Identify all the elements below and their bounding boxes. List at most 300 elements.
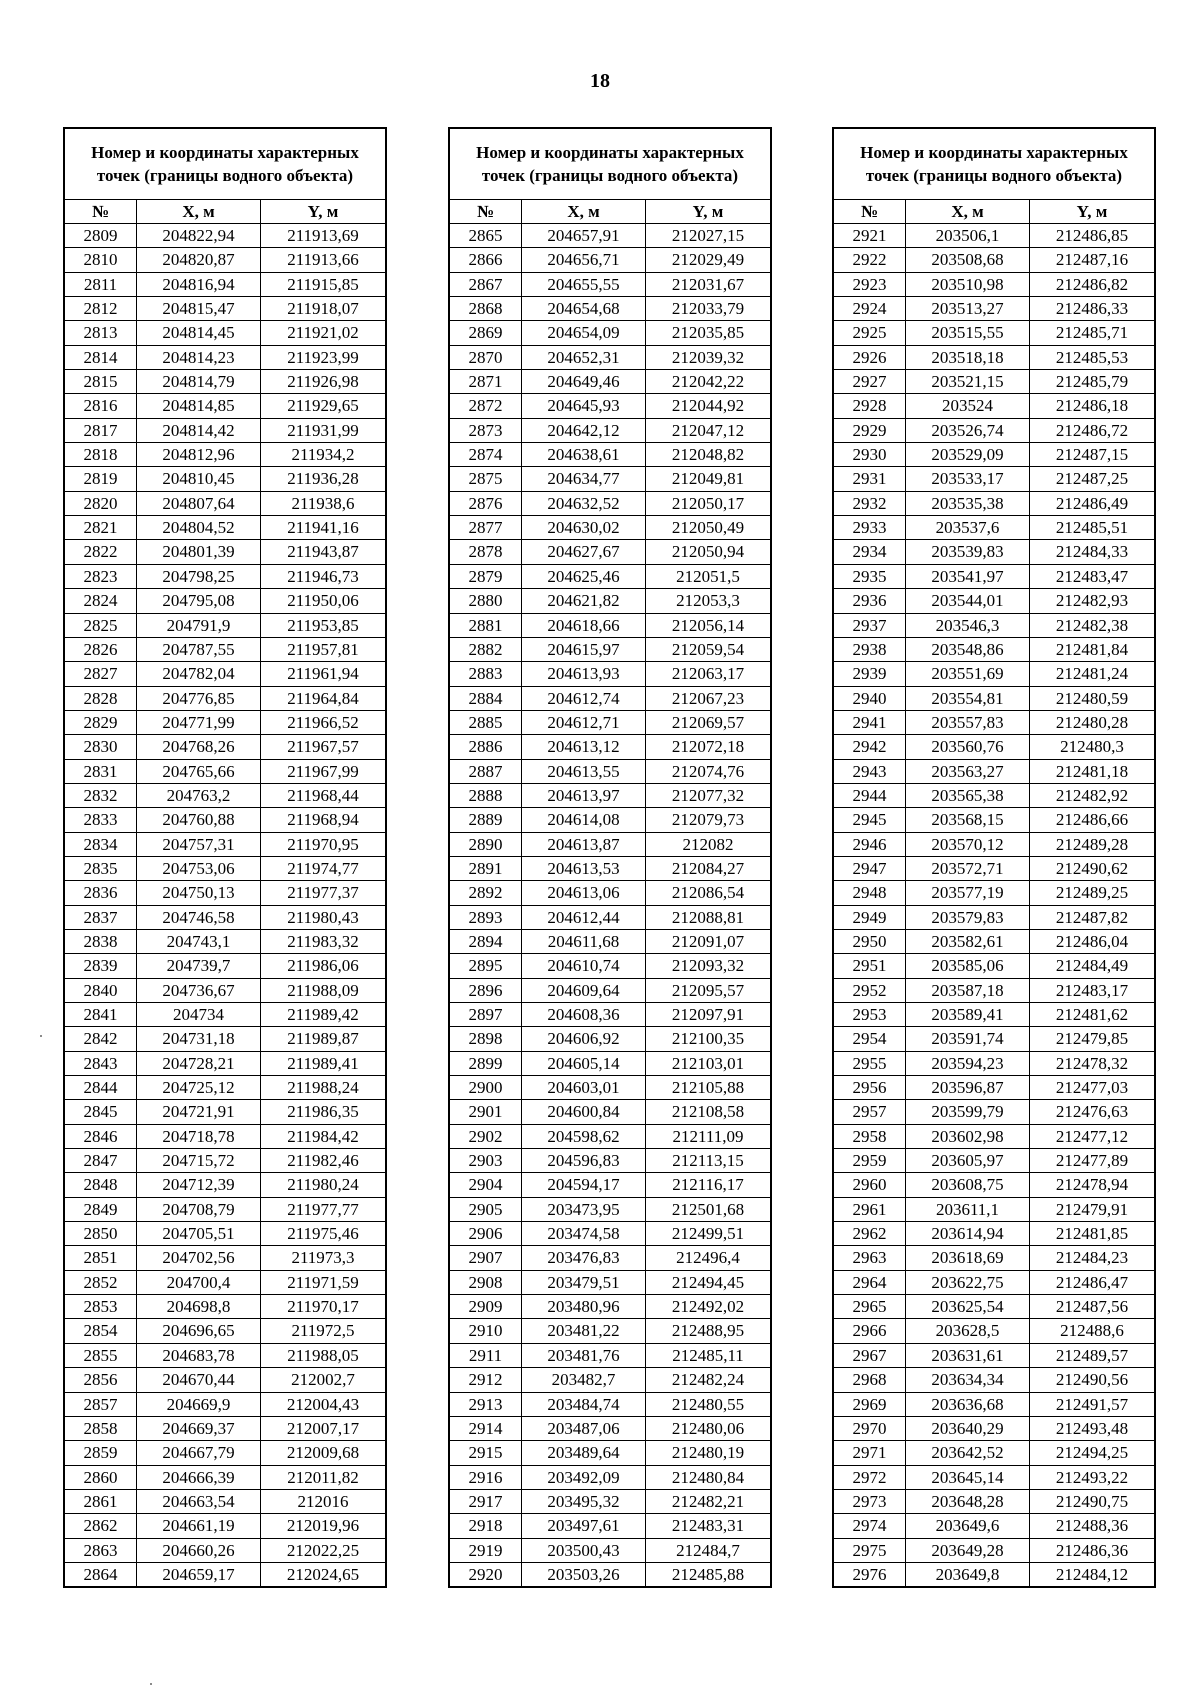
cell-x: 204613,87	[522, 832, 646, 856]
cell-y: 212007,17	[261, 1416, 387, 1440]
table-row	[64, 540, 386, 564]
cell-number: 2893	[449, 905, 522, 929]
cell-x: 204600,84	[522, 1100, 646, 1124]
cell-number: 2819	[64, 467, 137, 491]
cell-x: 204750,13	[137, 881, 261, 905]
table-row	[833, 881, 1155, 905]
cell-x: 204638,61	[522, 443, 646, 467]
table-body	[833, 224, 1155, 1588]
cell-y: 211936,28	[261, 467, 387, 491]
cell-y: 212486,36	[1030, 1538, 1156, 1562]
table-row	[64, 929, 386, 953]
table-row	[64, 1319, 386, 1343]
table-row	[833, 1392, 1155, 1416]
cell-y: 212486,18	[1030, 394, 1156, 418]
cell-y: 212029,49	[646, 248, 772, 272]
cell-number: 2843	[64, 1051, 137, 1075]
table-row	[449, 394, 771, 418]
cell-number: 2948	[833, 881, 906, 905]
cell-number: 2863	[64, 1538, 137, 1562]
cell-x: 204615,97	[522, 637, 646, 661]
cell-x: 204698,8	[137, 1295, 261, 1319]
table-row	[64, 759, 386, 783]
cell-y: 211970,95	[261, 832, 387, 856]
cell-x: 204659,17	[137, 1562, 261, 1587]
cell-y: 212100,35	[646, 1027, 772, 1051]
cell-x: 204795,08	[137, 589, 261, 613]
cell-number: 2859	[64, 1441, 137, 1465]
cell-x: 204815,47	[137, 297, 261, 321]
table-row	[833, 1124, 1155, 1148]
cell-x: 204814,23	[137, 345, 261, 369]
cell-y: 212082	[646, 832, 772, 856]
table-row	[64, 248, 386, 272]
cell-x: 204721,91	[137, 1100, 261, 1124]
cell-number: 2875	[449, 467, 522, 491]
cell-number: 2921	[833, 224, 906, 248]
cell-x: 204702,56	[137, 1246, 261, 1270]
cell-x: 203614,94	[906, 1222, 1030, 1246]
cell-number: 2885	[449, 710, 522, 734]
table-row	[833, 1222, 1155, 1246]
table-row	[833, 394, 1155, 418]
table-row	[449, 1538, 771, 1562]
cell-x: 203529,09	[906, 443, 1030, 467]
cell-y: 212084,27	[646, 856, 772, 880]
cell-y: 212482,92	[1030, 783, 1156, 807]
cell-number: 2857	[64, 1392, 137, 1416]
cell-x: 204605,14	[522, 1051, 646, 1075]
cell-y: 211988,05	[261, 1343, 387, 1367]
table-row	[449, 1368, 771, 1392]
table-row	[64, 978, 386, 1002]
cell-x: 204594,17	[522, 1173, 646, 1197]
cell-number: 2895	[449, 954, 522, 978]
cell-y: 212093,32	[646, 954, 772, 978]
cell-y: 212480,19	[646, 1441, 772, 1465]
cell-x: 203489,64	[522, 1441, 646, 1465]
table-row	[449, 516, 771, 540]
cell-y: 212004,43	[261, 1392, 387, 1416]
cell-x: 204696,65	[137, 1319, 261, 1343]
table-row	[833, 929, 1155, 953]
cell-y: 212079,73	[646, 808, 772, 832]
cell-x: 203515,55	[906, 321, 1030, 345]
cell-x: 203484,74	[522, 1392, 646, 1416]
cell-number: 2953	[833, 1003, 906, 1027]
table-row	[449, 686, 771, 710]
cell-x: 204630,02	[522, 516, 646, 540]
cell-y: 212478,32	[1030, 1051, 1156, 1075]
cell-x: 203599,79	[906, 1100, 1030, 1124]
table-row	[449, 710, 771, 734]
table-row	[64, 905, 386, 929]
cell-y: 211983,32	[261, 929, 387, 953]
cell-y: 212481,85	[1030, 1222, 1156, 1246]
cell-x: 204610,74	[522, 954, 646, 978]
cell-number: 2852	[64, 1270, 137, 1294]
cell-x: 203577,19	[906, 881, 1030, 905]
table-row	[64, 662, 386, 686]
cell-y: 211980,43	[261, 905, 387, 929]
cell-number: 2849	[64, 1197, 137, 1221]
cell-number: 2915	[449, 1441, 522, 1465]
cell-y: 212486,47	[1030, 1270, 1156, 1294]
table-row	[833, 1197, 1155, 1221]
table-row	[449, 248, 771, 272]
cell-x: 203645,14	[906, 1465, 1030, 1489]
cell-y: 211915,85	[261, 272, 387, 296]
cell-number: 2896	[449, 978, 522, 1002]
table-row	[833, 564, 1155, 588]
cell-number: 2886	[449, 735, 522, 759]
coordinates-table-3	[832, 127, 1156, 1588]
cell-y: 211984,42	[261, 1124, 387, 1148]
cell-x: 204816,94	[137, 272, 261, 296]
table-row	[64, 856, 386, 880]
cell-x: 203508,68	[906, 248, 1030, 272]
coordinates-table-2	[448, 127, 772, 1588]
cell-y: 211973,3	[261, 1246, 387, 1270]
table-row	[833, 248, 1155, 272]
cell-x: 204718,78	[137, 1124, 261, 1148]
table-row	[449, 418, 771, 442]
cell-y: 212069,57	[646, 710, 772, 734]
cell-x: 204670,44	[137, 1368, 261, 1392]
cell-y: 211966,52	[261, 710, 387, 734]
cell-x: 203582,61	[906, 929, 1030, 953]
table-row	[833, 516, 1155, 540]
cell-x: 203605,97	[906, 1149, 1030, 1173]
table-row	[833, 589, 1155, 613]
cell-y: 211988,24	[261, 1076, 387, 1100]
cell-x: 204728,21	[137, 1051, 261, 1075]
cell-y: 212113,15	[646, 1149, 772, 1173]
cell-y: 212492,02	[646, 1295, 772, 1319]
cell-y: 212489,57	[1030, 1343, 1156, 1367]
cell-x: 203608,75	[906, 1173, 1030, 1197]
table-row	[64, 589, 386, 613]
cell-number: 2914	[449, 1416, 522, 1440]
cell-x: 204787,55	[137, 637, 261, 661]
cell-number: 2917	[449, 1489, 522, 1513]
cell-y: 211943,87	[261, 540, 387, 564]
table-row	[449, 929, 771, 953]
table-row	[64, 1368, 386, 1392]
cell-number: 2929	[833, 418, 906, 442]
cell-number: 2830	[64, 735, 137, 759]
cell-x: 204669,37	[137, 1416, 261, 1440]
cell-number: 2879	[449, 564, 522, 588]
cell-number: 2873	[449, 418, 522, 442]
table-row	[449, 613, 771, 637]
cell-y: 212481,84	[1030, 637, 1156, 661]
table-row	[64, 1246, 386, 1270]
cell-number: 2959	[833, 1149, 906, 1173]
cell-number: 2882	[449, 637, 522, 661]
column-header-y: Y, м	[646, 200, 772, 224]
cell-y: 212480,06	[646, 1416, 772, 1440]
cell-number: 2906	[449, 1222, 522, 1246]
cell-x: 203473,95	[522, 1197, 646, 1221]
cell-x: 203554,81	[906, 686, 1030, 710]
cell-y: 211988,09	[261, 978, 387, 1002]
cell-number: 2955	[833, 1051, 906, 1075]
cell-y: 212009,68	[261, 1441, 387, 1465]
cell-y: 212051,5	[646, 564, 772, 588]
cell-y: 211941,16	[261, 516, 387, 540]
cell-number: 2861	[64, 1489, 137, 1513]
cell-x: 204743,1	[137, 929, 261, 953]
cell-y: 212480,59	[1030, 686, 1156, 710]
cell-number: 2835	[64, 856, 137, 880]
cell-y: 212482,93	[1030, 589, 1156, 613]
cell-number: 2814	[64, 345, 137, 369]
cell-number: 2943	[833, 759, 906, 783]
cell-number: 2864	[64, 1562, 137, 1587]
cell-x: 203521,15	[906, 370, 1030, 394]
cell-y: 212063,17	[646, 662, 772, 686]
cell-number: 2848	[64, 1173, 137, 1197]
cell-y: 211913,66	[261, 248, 387, 272]
cell-number: 2860	[64, 1465, 137, 1489]
cell-number: 2827	[64, 662, 137, 686]
cell-number: 2838	[64, 929, 137, 953]
cell-x: 204669,9	[137, 1392, 261, 1416]
cell-number: 2949	[833, 905, 906, 929]
column-header-number: №	[64, 200, 137, 224]
cell-y: 212105,88	[646, 1076, 772, 1100]
cell-x: 203481,22	[522, 1319, 646, 1343]
cell-y: 211977,37	[261, 881, 387, 905]
table-row	[449, 272, 771, 296]
cell-x: 203585,06	[906, 954, 1030, 978]
table-row	[833, 1489, 1155, 1513]
cell-x: 203579,83	[906, 905, 1030, 929]
cell-number: 2815	[64, 370, 137, 394]
table-row	[833, 418, 1155, 442]
cell-y: 212485,51	[1030, 516, 1156, 540]
table-row	[449, 1441, 771, 1465]
cell-y: 211967,57	[261, 735, 387, 759]
cell-number: 2963	[833, 1246, 906, 1270]
cell-number: 2972	[833, 1465, 906, 1489]
cell-y: 211926,98	[261, 370, 387, 394]
cell-x: 204753,06	[137, 856, 261, 880]
cell-x: 204613,97	[522, 783, 646, 807]
cell-y: 211986,35	[261, 1100, 387, 1124]
cell-number: 2926	[833, 345, 906, 369]
cell-y: 212022,25	[261, 1538, 387, 1562]
table-row	[833, 735, 1155, 759]
cell-number: 2961	[833, 1197, 906, 1221]
cell-number: 2837	[64, 905, 137, 929]
cell-y: 212486,85	[1030, 224, 1156, 248]
table-row	[449, 224, 771, 248]
cell-x: 203537,6	[906, 516, 1030, 540]
table-row	[64, 686, 386, 710]
table-row	[833, 1173, 1155, 1197]
cell-number: 2867	[449, 272, 522, 296]
cell-number: 2878	[449, 540, 522, 564]
table-row	[833, 1100, 1155, 1124]
table-row	[449, 1319, 771, 1343]
table-row	[64, 1076, 386, 1100]
cell-x: 204598,62	[522, 1124, 646, 1148]
table-row	[64, 491, 386, 515]
cell-x: 204661,19	[137, 1514, 261, 1538]
cell-x: 203503,26	[522, 1562, 646, 1587]
cell-y: 212484,23	[1030, 1246, 1156, 1270]
table-row	[449, 1489, 771, 1513]
cell-y: 212485,79	[1030, 370, 1156, 394]
table-row	[449, 491, 771, 515]
cell-number: 2971	[833, 1441, 906, 1465]
cell-number: 2940	[833, 686, 906, 710]
cell-number: 2810	[64, 248, 137, 272]
cell-x: 203594,23	[906, 1051, 1030, 1075]
cell-number: 2923	[833, 272, 906, 296]
cell-number: 2825	[64, 613, 137, 637]
cell-x: 203642,52	[906, 1441, 1030, 1465]
cell-y: 211953,85	[261, 613, 387, 637]
table-row	[449, 735, 771, 759]
cell-number: 2939	[833, 662, 906, 686]
cell-number: 2822	[64, 540, 137, 564]
cell-x: 204612,71	[522, 710, 646, 734]
cell-number: 2892	[449, 881, 522, 905]
cell-number: 2975	[833, 1538, 906, 1562]
cell-number: 2890	[449, 832, 522, 856]
cell-y: 212490,56	[1030, 1368, 1156, 1392]
cell-number: 2813	[64, 321, 137, 345]
cell-y: 211968,94	[261, 808, 387, 832]
table-row	[833, 686, 1155, 710]
cell-y: 212077,32	[646, 783, 772, 807]
cell-number: 2858	[64, 1416, 137, 1440]
cell-y: 212483,17	[1030, 978, 1156, 1002]
cell-y: 211964,84	[261, 686, 387, 710]
cell-y: 212484,7	[646, 1538, 772, 1562]
table-row	[64, 954, 386, 978]
cell-y: 212481,18	[1030, 759, 1156, 783]
cell-number: 2920	[449, 1562, 522, 1587]
cell-x: 203526,74	[906, 418, 1030, 442]
cell-x: 203510,98	[906, 272, 1030, 296]
table-row	[64, 1465, 386, 1489]
table-row	[833, 1416, 1155, 1440]
table-row	[64, 1416, 386, 1440]
cell-number: 2909	[449, 1295, 522, 1319]
cell-y: 212480,84	[646, 1465, 772, 1489]
table-row	[449, 1246, 771, 1270]
cell-number: 2919	[449, 1538, 522, 1562]
cell-y: 211982,46	[261, 1149, 387, 1173]
table-row	[64, 1489, 386, 1513]
cell-y: 212486,82	[1030, 272, 1156, 296]
table-row	[449, 540, 771, 564]
table-row	[64, 443, 386, 467]
cell-x: 204652,31	[522, 345, 646, 369]
table-row	[449, 1416, 771, 1440]
cell-number: 2976	[833, 1562, 906, 1587]
table-row	[449, 345, 771, 369]
cell-x: 204666,39	[137, 1465, 261, 1489]
cell-number: 2899	[449, 1051, 522, 1075]
cell-y: 212050,49	[646, 516, 772, 540]
cell-number: 2865	[449, 224, 522, 248]
cell-number: 2851	[64, 1246, 137, 1270]
cell-x: 203487,06	[522, 1416, 646, 1440]
table-row	[833, 1149, 1155, 1173]
table-row	[833, 1368, 1155, 1392]
cell-y: 212487,16	[1030, 248, 1156, 272]
cell-number: 2947	[833, 856, 906, 880]
cell-x: 204820,87	[137, 248, 261, 272]
cell-number: 2856	[64, 1368, 137, 1392]
cell-y: 212095,57	[646, 978, 772, 1002]
cell-number: 2935	[833, 564, 906, 588]
table-row	[64, 394, 386, 418]
cell-x: 203495,32	[522, 1489, 646, 1513]
cell-x: 203563,27	[906, 759, 1030, 783]
cell-y: 212486,33	[1030, 297, 1156, 321]
cell-y: 212493,22	[1030, 1465, 1156, 1489]
cell-number: 2831	[64, 759, 137, 783]
cell-x: 203572,71	[906, 856, 1030, 880]
cell-number: 2811	[64, 272, 137, 296]
table-row	[449, 1076, 771, 1100]
cell-x: 203649,8	[906, 1562, 1030, 1587]
cell-number: 2970	[833, 1416, 906, 1440]
table-row	[833, 637, 1155, 661]
cell-x: 204657,91	[522, 224, 646, 248]
cell-number: 2826	[64, 637, 137, 661]
cell-y: 212493,48	[1030, 1416, 1156, 1440]
cell-y: 211989,42	[261, 1003, 387, 1027]
cell-number: 2954	[833, 1027, 906, 1051]
cell-number: 2911	[449, 1343, 522, 1367]
coordinates-table-1	[63, 127, 387, 1588]
table-row	[64, 564, 386, 588]
cell-x: 203568,15	[906, 808, 1030, 832]
cell-x: 203557,83	[906, 710, 1030, 734]
table-row	[449, 1465, 771, 1489]
cell-y: 212097,91	[646, 1003, 772, 1027]
cell-x: 204618,66	[522, 613, 646, 637]
table-row	[64, 1514, 386, 1538]
cell-y: 211977,77	[261, 1197, 387, 1221]
table-row	[833, 1343, 1155, 1367]
table-row	[833, 297, 1155, 321]
cell-number: 2846	[64, 1124, 137, 1148]
cell-number: 2855	[64, 1343, 137, 1367]
cell-y: 212039,32	[646, 345, 772, 369]
cell-x: 203476,83	[522, 1246, 646, 1270]
table-row	[64, 808, 386, 832]
cell-y: 212487,56	[1030, 1295, 1156, 1319]
cell-y: 212482,21	[646, 1489, 772, 1513]
cell-x: 203481,76	[522, 1343, 646, 1367]
cell-number: 2836	[64, 881, 137, 905]
table-body	[64, 224, 386, 1588]
cell-number: 2824	[64, 589, 137, 613]
table-row	[449, 1562, 771, 1587]
cell-x: 203625,54	[906, 1295, 1030, 1319]
cell-number: 2941	[833, 710, 906, 734]
cell-number: 2960	[833, 1173, 906, 1197]
table-row	[833, 759, 1155, 783]
